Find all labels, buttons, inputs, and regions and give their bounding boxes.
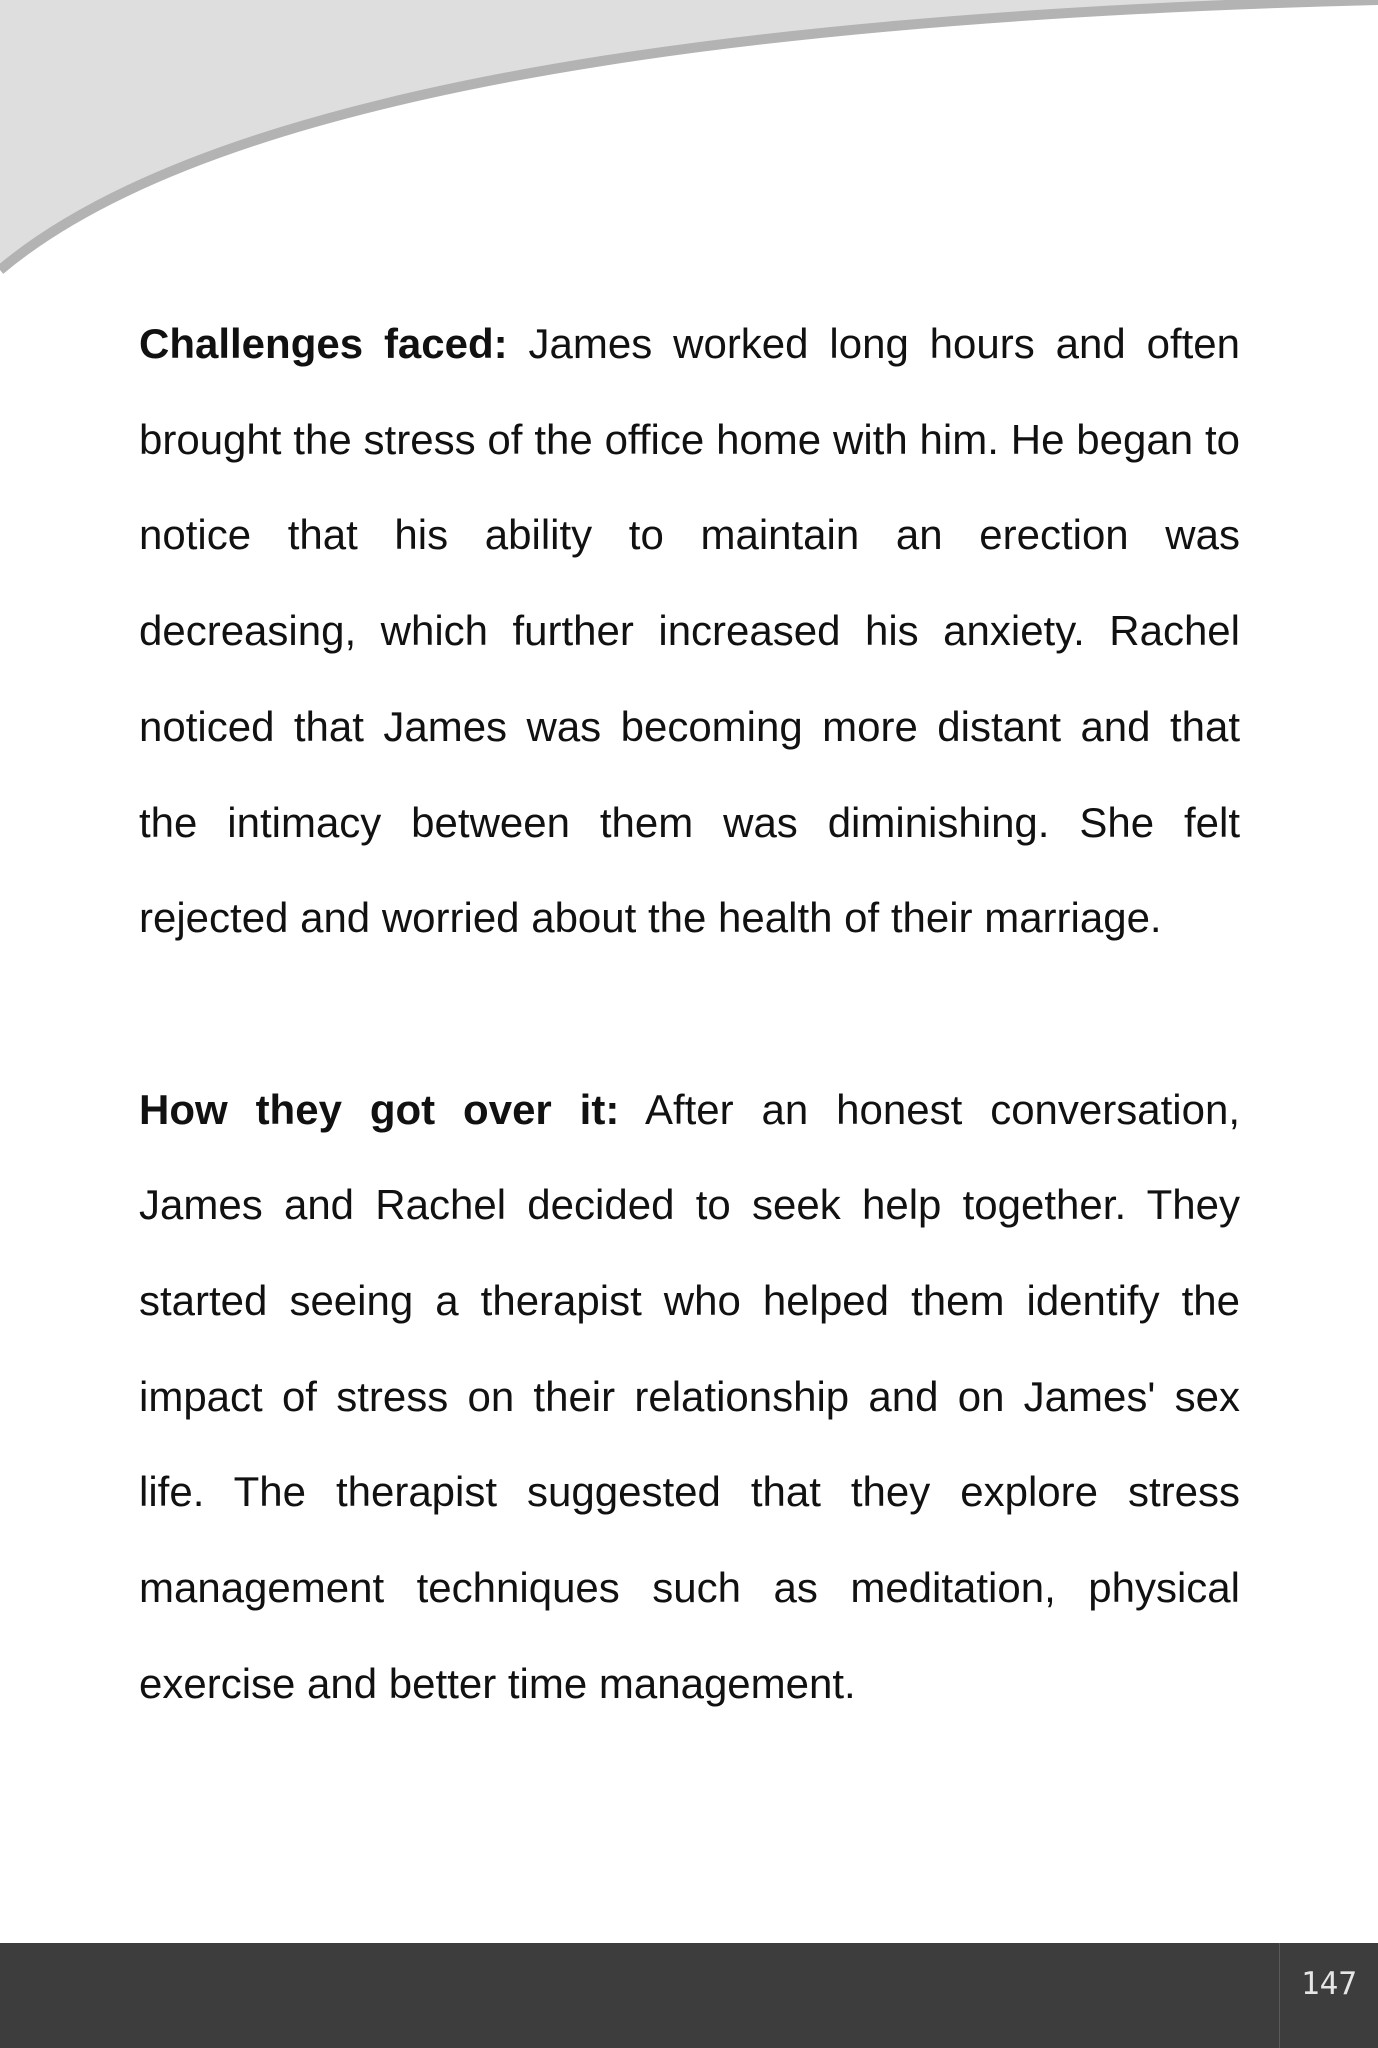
paragraph-body: James worked long hours and often brought the stress of the office home with him. He began to notice that his ability to maintain an erection was decreasing, which further increased his anxiety. Rachel noticed that James was becoming more distant and that the intimacy between them was diminishing. She felt rejected and worried about the health of their marriage. (139, 320, 1240, 942)
paragraph-body: After an honest conversation, James and Rachel decided to seek help together. They started seeing a therapist who helped them identify the impact of stress on their relationship and on James' sex life. The therapist suggested that they explore stress management techniques such as meditation, physical exercise and better time management. (139, 1085, 1240, 1707)
page-number: 147 (1279, 1943, 1378, 2048)
paragraph-challenges (139, 296, 1240, 966)
paragraph-solution (139, 1062, 1240, 1732)
swoosh-fill (0, 0, 1378, 270)
footer-bar (0, 1943, 1378, 2048)
paragraph-heading: Challenges faced: (139, 320, 508, 367)
paragraph-heading: How they got over it: (139, 1085, 620, 1133)
header-swoosh-decoration (0, 0, 1378, 300)
page-content (139, 296, 1240, 1732)
